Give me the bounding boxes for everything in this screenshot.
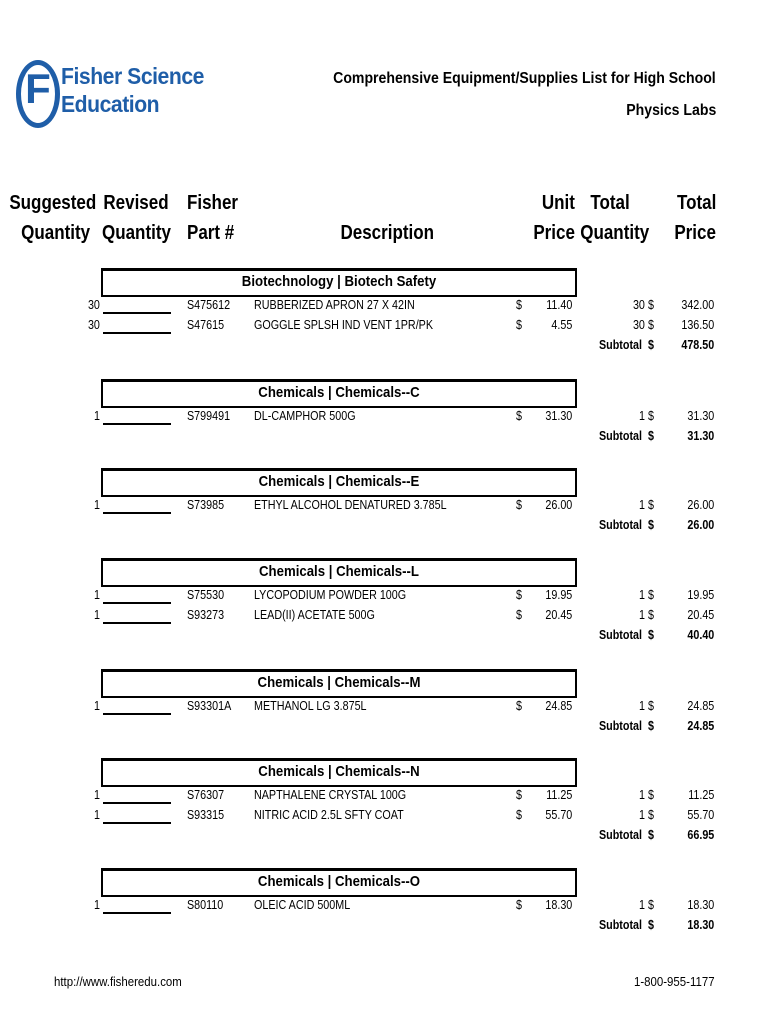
revised-quantity-field[interactable] [103, 822, 171, 824]
document-title: Comprehensive Equipment/Supplies List for High School [333, 70, 716, 87]
revised-quantity-field[interactable] [103, 512, 171, 514]
col-suggested-line1: Suggested [9, 192, 96, 214]
part-number: S799491 [187, 409, 231, 423]
revised-quantity-field[interactable] [103, 622, 171, 624]
total-price-currency: $ [648, 898, 654, 912]
subtotal-currency: $ [648, 518, 654, 532]
section-title: Chemicals | Chemicals--C [258, 384, 420, 401]
total-quantity: 1 [639, 498, 645, 512]
col-suggested-line2: Quantity [21, 222, 90, 244]
revised-quantity-field[interactable] [103, 332, 171, 334]
subtotal-currency: $ [648, 918, 654, 932]
subtotal-label: Subtotal [599, 429, 642, 443]
total-quantity: 1 [639, 699, 645, 713]
suggested-quantity: 1 [94, 498, 100, 512]
col-total-price-line1: Total [676, 192, 716, 214]
total-price: 26.00 [687, 498, 714, 512]
suggested-quantity: 1 [94, 699, 100, 713]
total-price: 11.25 [687, 788, 714, 802]
footer-url[interactable]: http://www.fisheredu.com [54, 974, 182, 989]
section-title: Chemicals | Chemicals--E [258, 473, 420, 490]
revised-quantity-field[interactable] [103, 312, 171, 314]
brand-name-line1: Fisher Science [61, 63, 204, 89]
revised-quantity-field[interactable] [103, 912, 171, 914]
subtotal-label: Subtotal [599, 518, 642, 532]
unit-price: 31.30 [545, 409, 572, 423]
total-price: 55.70 [687, 808, 714, 822]
unit-price-currency: $ [516, 808, 522, 822]
col-description: Description [340, 222, 435, 244]
col-fisher-line2: Part # [187, 222, 235, 244]
suggested-quantity: 1 [94, 588, 100, 602]
brand-name-line2: Education [61, 91, 160, 117]
section-header [101, 868, 577, 897]
unit-price-currency: $ [516, 608, 522, 622]
item-description: DL-CAMPHOR 500G [254, 409, 356, 423]
total-price: 18.30 [687, 898, 714, 912]
unit-price: 18.30 [545, 898, 572, 912]
subtotal-currency: $ [648, 719, 654, 733]
section-title: Chemicals | Chemicals--L [259, 563, 419, 580]
col-total-price-line2: Price [674, 222, 716, 244]
section-header [101, 468, 577, 497]
col-revised-line1: Revised [103, 192, 169, 214]
total-quantity: 30 [633, 298, 645, 312]
col-fisher-line1: Fisher [187, 192, 239, 214]
unit-price-currency: $ [516, 498, 522, 512]
item-description: OLEIC ACID 500ML [254, 898, 351, 912]
unit-price: 55.70 [545, 808, 572, 822]
subtotal-value: 24.85 [687, 719, 714, 733]
total-price: 136.50 [681, 318, 714, 332]
subtotal-currency: $ [648, 429, 654, 443]
total-quantity: 30 [633, 318, 645, 332]
subtotal-currency: $ [648, 338, 654, 352]
revised-quantity-field[interactable] [103, 713, 171, 715]
subtotal-value: 31.30 [687, 429, 714, 443]
unit-price-currency: $ [516, 409, 522, 423]
total-quantity: 1 [639, 788, 645, 802]
total-price-currency: $ [648, 318, 654, 332]
part-number: S73985 [187, 498, 225, 512]
suggested-quantity: 1 [94, 898, 100, 912]
total-quantity: 1 [639, 608, 645, 622]
document-subtitle: Physics Labs [625, 102, 716, 119]
total-price-currency: $ [648, 808, 654, 822]
unit-price: 11.40 [545, 298, 572, 312]
total-price-currency: $ [648, 409, 654, 423]
revised-quantity-field[interactable] [103, 423, 171, 425]
subtotal-label: Subtotal [599, 338, 642, 352]
unit-price: 26.00 [545, 498, 572, 512]
unit-price: 24.85 [545, 699, 572, 713]
total-quantity: 1 [639, 409, 645, 423]
section-header [101, 268, 577, 297]
total-quantity: 1 [639, 808, 645, 822]
total-price: 19.95 [687, 588, 714, 602]
item-description: LEAD(II) ACETATE 500G [254, 608, 375, 622]
revised-quantity-field[interactable] [103, 602, 171, 604]
subtotal-value: 478.50 [681, 338, 714, 352]
subtotal-value: 26.00 [687, 518, 714, 532]
item-description: RUBBERIZED APRON 27 X 42IN [254, 298, 415, 312]
subtotal-currency: $ [648, 828, 654, 842]
subtotal-value: 40.40 [687, 628, 714, 642]
subtotal-value: 66.95 [687, 828, 714, 842]
total-price-currency: $ [648, 588, 654, 602]
section-title: Chemicals | Chemicals--N [258, 763, 420, 780]
unit-price-currency: $ [516, 788, 522, 802]
suggested-quantity: 30 [88, 298, 100, 312]
unit-price-currency: $ [516, 699, 522, 713]
subtotal-label: Subtotal [599, 628, 642, 642]
total-price: 24.85 [687, 699, 714, 713]
col-total-qty-line1: Total [590, 192, 630, 214]
col-unit-price-line1: Unit [541, 192, 575, 214]
unit-price: 4.55 [551, 318, 572, 332]
total-price-currency: $ [648, 498, 654, 512]
suggested-quantity: 1 [94, 808, 100, 822]
item-description: LYCOPODIUM POWDER 100G [254, 588, 407, 602]
unit-price: 11.25 [545, 788, 572, 802]
section-title: Chemicals | Chemicals--M [257, 674, 421, 691]
part-number: S93301A [187, 699, 232, 713]
total-quantity: 1 [639, 588, 645, 602]
item-description: NITRIC ACID 2.5L SFTY COAT [254, 808, 404, 822]
total-price-currency: $ [648, 608, 654, 622]
section-title: Chemicals | Chemicals--O [257, 873, 421, 890]
col-total-qty-line2: Quantity [580, 222, 650, 244]
col-revised-line2: Quantity [102, 222, 171, 244]
part-number: S47615 [187, 318, 225, 332]
section-header [101, 379, 577, 408]
unit-price: 19.95 [545, 588, 572, 602]
total-price: 20.45 [687, 608, 714, 622]
part-number: S80110 [187, 898, 224, 912]
suggested-quantity: 1 [94, 788, 100, 802]
item-description: METHANOL LG 3.875L [254, 699, 367, 713]
subtotal-label: Subtotal [599, 719, 642, 733]
part-number: S93273 [187, 608, 225, 622]
footer-phone: 1-800-955-1177 [634, 974, 715, 989]
suggested-quantity: 30 [88, 318, 100, 332]
revised-quantity-field[interactable] [103, 802, 171, 804]
unit-price-currency: $ [516, 318, 522, 332]
section-title: Biotechnology | Biotech Safety [241, 273, 437, 290]
total-price-currency: $ [648, 298, 654, 312]
col-unit-price-line2: Price [533, 222, 575, 244]
section-header [101, 558, 577, 587]
total-price-currency: $ [648, 699, 654, 713]
subtotal-label: Subtotal [599, 828, 642, 842]
total-price-currency: $ [648, 788, 654, 802]
unit-price-currency: $ [516, 298, 522, 312]
part-number: S75530 [187, 588, 225, 602]
subtotal-label: Subtotal [599, 918, 642, 932]
item-description: NAPTHALENE CRYSTAL 100G [254, 788, 407, 802]
total-price: 31.30 [687, 409, 714, 423]
unit-price: 20.45 [545, 608, 572, 622]
suggested-quantity: 1 [94, 608, 100, 622]
suggested-quantity: 1 [94, 409, 100, 423]
subtotal-value: 18.30 [687, 918, 714, 932]
section-header [101, 669, 577, 698]
total-quantity: 1 [639, 898, 645, 912]
unit-price-currency: $ [516, 588, 522, 602]
unit-price-currency: $ [516, 898, 522, 912]
part-number: S475612 [187, 298, 231, 312]
section-header [101, 758, 577, 787]
part-number: S76307 [187, 788, 225, 802]
subtotal-currency: $ [648, 628, 654, 642]
part-number: S93315 [187, 808, 225, 822]
item-description: GOGGLE SPLSH IND VENT 1PR/PK [254, 318, 434, 332]
total-price: 342.00 [681, 298, 714, 312]
item-description: ETHYL ALCOHOL DENATURED 3.785L [254, 498, 447, 512]
logo-f-mark: F [25, 65, 51, 112]
